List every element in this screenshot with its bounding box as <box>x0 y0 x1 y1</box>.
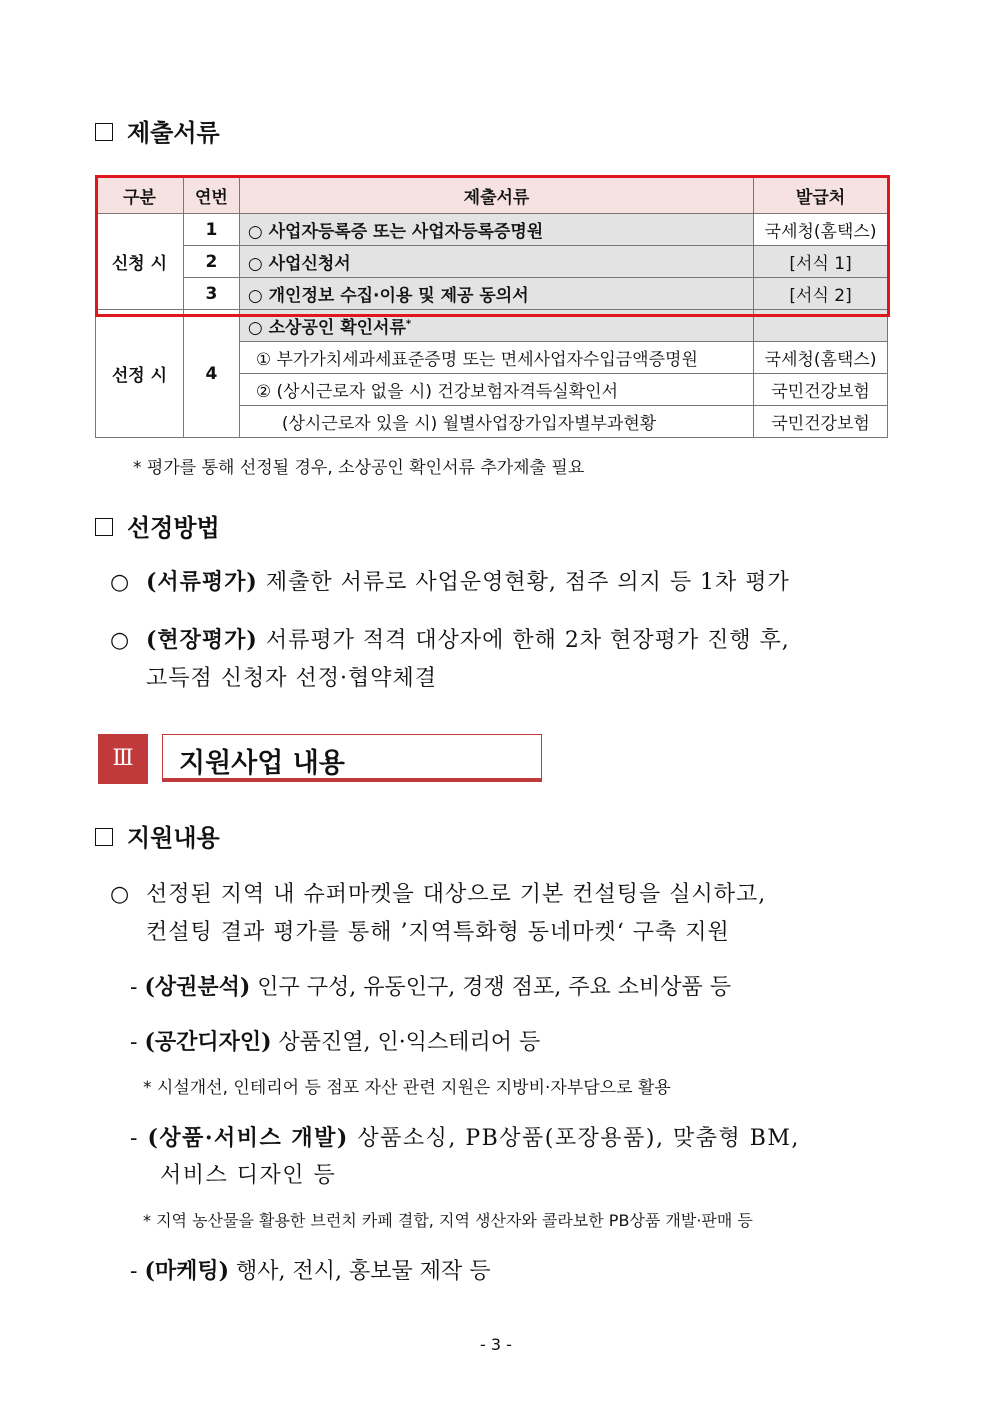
dash-bullet: - <box>130 975 145 1000</box>
row-document: ○ 사업신청서 <box>239 246 753 278</box>
row-number: 1 <box>183 214 239 246</box>
support-item-2 <box>130 1025 540 1056</box>
table-row <box>96 246 888 278</box>
circle-bullet-icon: ○ <box>110 882 131 907</box>
row-issuer: 국세청(홈택스) <box>754 342 888 374</box>
row-document: (상시근로자 있을 시) 월별사업장가입자별부과현황 <box>239 406 753 438</box>
circle-bullet-icon: ○ <box>110 570 131 595</box>
header-category: 구분 <box>96 177 184 214</box>
chapter-number: Ⅲ <box>98 734 148 784</box>
item-label: (상권분석) <box>144 974 251 1000</box>
row-document: ○ 사업자등록증 또는 사업자등록증명원 <box>239 214 753 246</box>
page-number: - 3 - <box>480 1335 512 1354</box>
support-note-1: * 시설개선, 인테리어 등 점포 자산 관련 지원은 지방비·자부담으로 활용 <box>143 1078 671 1098</box>
row-document: ② (상시근로자 없을 시) 건강보험자격득실확인서 <box>239 374 753 406</box>
submission-heading: 제출서류 <box>95 113 220 148</box>
item-text: 상품소싱, PB상품(포장용품), 맞춤형 BM, <box>348 1126 800 1151</box>
dash-bullet: - <box>130 1259 145 1284</box>
table-row <box>96 310 888 342</box>
item-label: (서류평가) <box>146 569 258 595</box>
checkbox-icon <box>95 828 113 846</box>
chapter-title-box <box>162 734 542 782</box>
header-number: 연번 <box>183 177 239 214</box>
row-number: 4 <box>183 310 239 438</box>
group-selection: 선정 시 <box>96 310 184 438</box>
item-label: (현장평가) <box>146 627 258 653</box>
support-intro-line-2: 컨설팅 결과 평가를 통해 ’지역특화형 동네마켓‘ 구축 지원 <box>146 920 730 945</box>
row-issuer <box>754 310 888 342</box>
row-issuer: 국민건강보험 <box>754 374 888 406</box>
circle-bullet-icon: ○ <box>110 628 131 653</box>
support-item-3-cont: 서비스 디자인 등 <box>160 1163 337 1188</box>
row-document: ① 부가가치세과세표준증명 또는 면세사업자수입금액증명원 <box>239 342 753 374</box>
row-document <box>239 310 753 342</box>
support-item-1 <box>130 970 731 1001</box>
support-item-4 <box>130 1254 491 1285</box>
selection-heading: 선정방법 <box>95 508 220 543</box>
item-text: 행사, 전시, 홍보물 제작 등 <box>229 1259 491 1284</box>
table-row <box>96 214 888 246</box>
item-label: (공간디자인) <box>144 1029 272 1055</box>
header-document: 제출서류 <box>239 177 753 214</box>
submission-table <box>95 176 888 438</box>
selection-item-2 <box>110 623 790 654</box>
row-issuer: [서식 1] <box>754 246 888 278</box>
item-text: 제출한 서류로 사업운영현황, 점주 의지 등 1차 평가 <box>257 570 790 595</box>
dash-bullet: - <box>130 1126 148 1151</box>
row4-head-text: ○ 소상공인 확인서류 <box>247 318 406 338</box>
row-issuer: 국세청(홈택스) <box>754 214 888 246</box>
item-label: (상품·서비스 개발) <box>147 1125 349 1151</box>
support-heading: 지원내용 <box>95 818 220 853</box>
checkbox-icon <box>95 123 113 141</box>
support-intro <box>110 877 766 908</box>
item-label: (마케팅) <box>144 1258 230 1284</box>
footnote-marker: * <box>405 318 412 330</box>
item-text: 인구 구성, 유동인구, 경쟁 점포, 주요 소비상품 등 <box>250 975 731 1000</box>
table-row <box>96 278 888 310</box>
selection-item-2-cont: 고득점 신청자 선정·협약체결 <box>146 666 438 691</box>
row-number: 2 <box>183 246 239 278</box>
row-document: ○ 개인정보 수집·이용 및 제공 동의서 <box>239 278 753 310</box>
selection-item-1 <box>110 565 790 596</box>
support-note-2: * 지역 농산물을 활용한 브런치 카페 결합, 지역 생산자와 콜라보한 PB상품 개발·판매 등 <box>143 1211 753 1230</box>
row-issuer: [서식 2] <box>754 278 888 310</box>
chapter-title: 지원사업 내용 <box>179 748 345 779</box>
header-issuer: 발급처 <box>754 177 888 214</box>
table-header-row <box>96 177 888 214</box>
dash-bullet: - <box>130 1030 145 1055</box>
row-number: 3 <box>183 278 239 310</box>
table-footnote: * 평가를 통해 선정될 경우, 소상공인 확인서류 추가제출 필요 <box>133 458 585 478</box>
item-text: 서류평가 적격 대상자에 한해 2차 현장평가 진행 후, <box>257 628 790 653</box>
support-item-3 <box>130 1121 800 1152</box>
intro-line-1: 선정된 지역 내 슈퍼마켓을 대상으로 기본 컨설팅을 실시하고, <box>146 882 767 907</box>
item-text: 상품진열, 인·익스테리어 등 <box>271 1030 541 1055</box>
row-issuer: 국민건강보험 <box>754 406 888 438</box>
group-application: 신청 시 <box>96 214 184 310</box>
checkbox-icon <box>95 518 113 536</box>
